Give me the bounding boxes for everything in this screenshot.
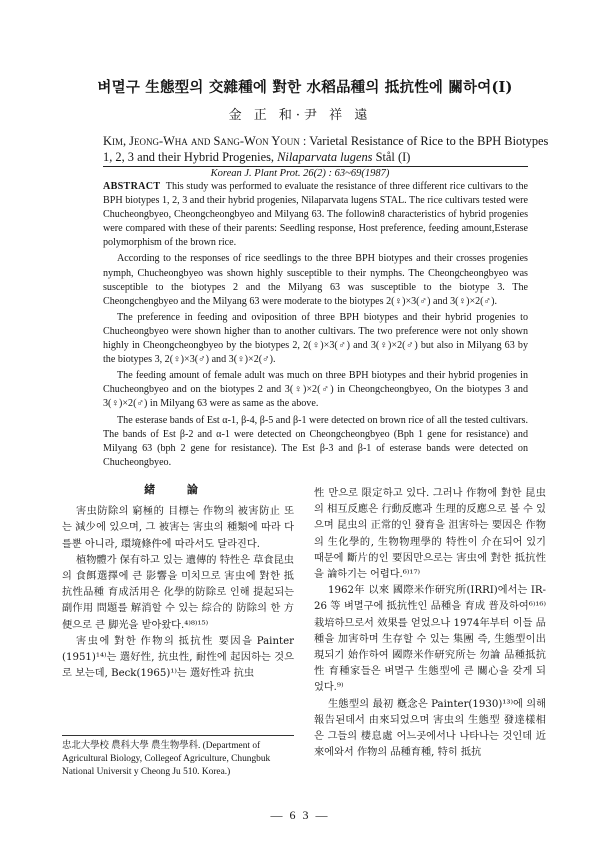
journal-rule-top (103, 166, 528, 167)
abstract-paragraph: According to the responses of rice seedlings to the three BPH biotypes and their crosses progenies nymph, Chucheongbyeo was shown highly susceptible to their nymphs. The Cheongcheongbyeo was susceptible to the biotypes 2 and the Milyang 63 was susceptible to the biotype 3. The Cheongchengbyeo and the Milyang 63 were moderate to the biotypes 2(♀)×3(♂) and 3(♀)×2(♂). (103, 253, 528, 307)
paper-title: 벼멸구 生態型의 交雜種에 對한 水稻品種의 抵抗性에 關하여(I) (97, 79, 513, 96)
abstract-label: ABSTRACT (103, 181, 161, 192)
english-title-block (103, 133, 558, 165)
section-heading-introduction: 緒 論 (144, 483, 212, 496)
body-paragraph: 性 만으로 限定하고 있다. 그러나 作物에 對한 昆虫의 相互反應은 行動反應과 生理的反應으로 볼 수 있으며 昆虫의 正常的인 發育을 沮害하는 要因은 作物의 生化學的, 生物物理學的 特性이 介在되어 있기 때문에 斷片的인 要因만으로는 害虫에 對한 抵抗性을 論하기는 어렵다.⁶⁾¹⁷⁾ (314, 488, 546, 581)
body-paragraph: 生態型의 最初 槪念은 Painter(1930)¹³⁾에 의해 報告된데서 由來되었으며 害虫의 生態型 發達樣相은 그들의 棲息處 어느곳에서나 나타나는 것인데 近來에와서 作物의 品種育種, 特히 抵抗 (314, 698, 546, 759)
abstract-paragraph: The preference in feeding and oviposition of three BPH biotypes and their hybrid progenies to Chucheongbyeo were shown higher than to another cultivars. The two preference were not only shown highly in Cheongcheongbyeo by the biotypes 2, 2(♀)×3(♂) and 3(♀)×2(♂) but also in Milyang 63 by the biotypes 3, 2(♀)×3(♂) and 3(♀)×2(♂). (103, 311, 528, 366)
journal-reference: Korean J. Plant Prot. 26(2) : 63~69(1987) (210, 168, 390, 179)
footnote-rule (62, 735, 294, 736)
body-paragraph: 植物體가 保有하고 있는 遺傳的 特性은 草食昆虫의 食餌選擇에 큰 影響을 미치므로 害虫에 對한 抵抗性品種 育成活用은 化學的防除로 인해 提起되는 副作用 問題를 解消할 수 있는 綜合的 防除의 한 方便으로 큰 脚光을 받아왔다.⁴⁾⁸⁾¹⁵⁾ (62, 554, 294, 631)
english-title-text: : Varietal Resistance of Rice to the BPH Biotypes 1, 2, 3 and their Hybrid Progenies, (103, 134, 549, 164)
english-title-end: Stål (I) (372, 150, 411, 164)
affiliation-footnote: 忠北大學校 農科大學 農生物學科. (Department of Agricultural Biology, Collegeof Agriculture, Chungbuk National Universit y Cheong Ju 510. Korea.) (62, 741, 271, 777)
abstract-paragraph: The feeding amount of female adult was much on three BPH biotypes and their hybrid progenies in Chucheongbyeo and on the biotypes 2 and 3(♀)×2(♂) in Cheongcheongbyeo, On the biotypes 3 and 3(♀)×2(♂) in Milyang 63 were as same as the above. (103, 370, 528, 410)
left-column (62, 482, 294, 682)
abstract (103, 180, 528, 472)
species-name: Nilaparvata lugens (277, 150, 373, 164)
authors-korean: 金 正 和·尹 祥 遠 (228, 108, 372, 123)
body-paragraph: 1962年 以來 國際米作研究所(IRRI)에서는 IR-26 等 벼멸구에 抵抗性인 品種을 育成 普及하여⁶⁾¹⁶⁾ 栽培하므로서 效果를 얻었으나 1974年부터 이들 品種을 加害하며 生存할 수 있는 集團 즉, 生態型이出現되기 始作하여 國際米作研究所는 勿論 品種抵抗性 育種家들은 벼멸구 生態型에 큰 關心을 갖게 되었다.⁹⁾ (314, 585, 546, 694)
body-paragraph: 害虫에 對한 作物의 抵抗性 要因을 Painter (1951)¹⁴⁾는 選好性, 抗虫性, 耐性에 起因하는 것으로 보는데, Beck(1965)¹⁾는 選好性과 抗虫 (62, 635, 294, 680)
body-paragraph: 害虫防除의 窮極的 目標는 作物의 被害防止 또는 減少에 있으며, 그 被害는 害虫의 種類에 따라 다를뿐 아니라, 環境條件에 따라서도 달라진다. (62, 506, 294, 550)
page-number: — 6 3 — (270, 808, 330, 822)
abstract-paragraph: The esterase bands of Est α-1, β-4, β-5 and β-1 were detected on brown rice of all the tested cultivars. The bands of Est β-2 and α-1 were detected on Cheongcheongbyeo (Bph 1 gene for resistance) and Milyang 63 (bph 2 gene for resistance). The Est β-3 and β-1 of esterase bands were detected on Chucheongbyeo. (103, 414, 528, 468)
abstract-text: This study was performed to evaluate the resistance of three different rice cultivars to the BPH biotypes 1, 2, 3 and their hybrid progenies, Nilaparvata lugens STAL. The rice cultivars tested were Chucheongbyeo, Cheongcheongbyeo and Milyang 63. The followin8 characteristics of hybrid progenies were compared with these of their parents: Seedling response, Host preference, feeding amount,Esterase polymorphism of the brown rice. (103, 181, 528, 249)
english-authors: Kim, Jeong-Wha and Sang-Won Youn (103, 134, 300, 148)
right-column (314, 486, 546, 761)
abstract-paragraph (103, 180, 528, 250)
